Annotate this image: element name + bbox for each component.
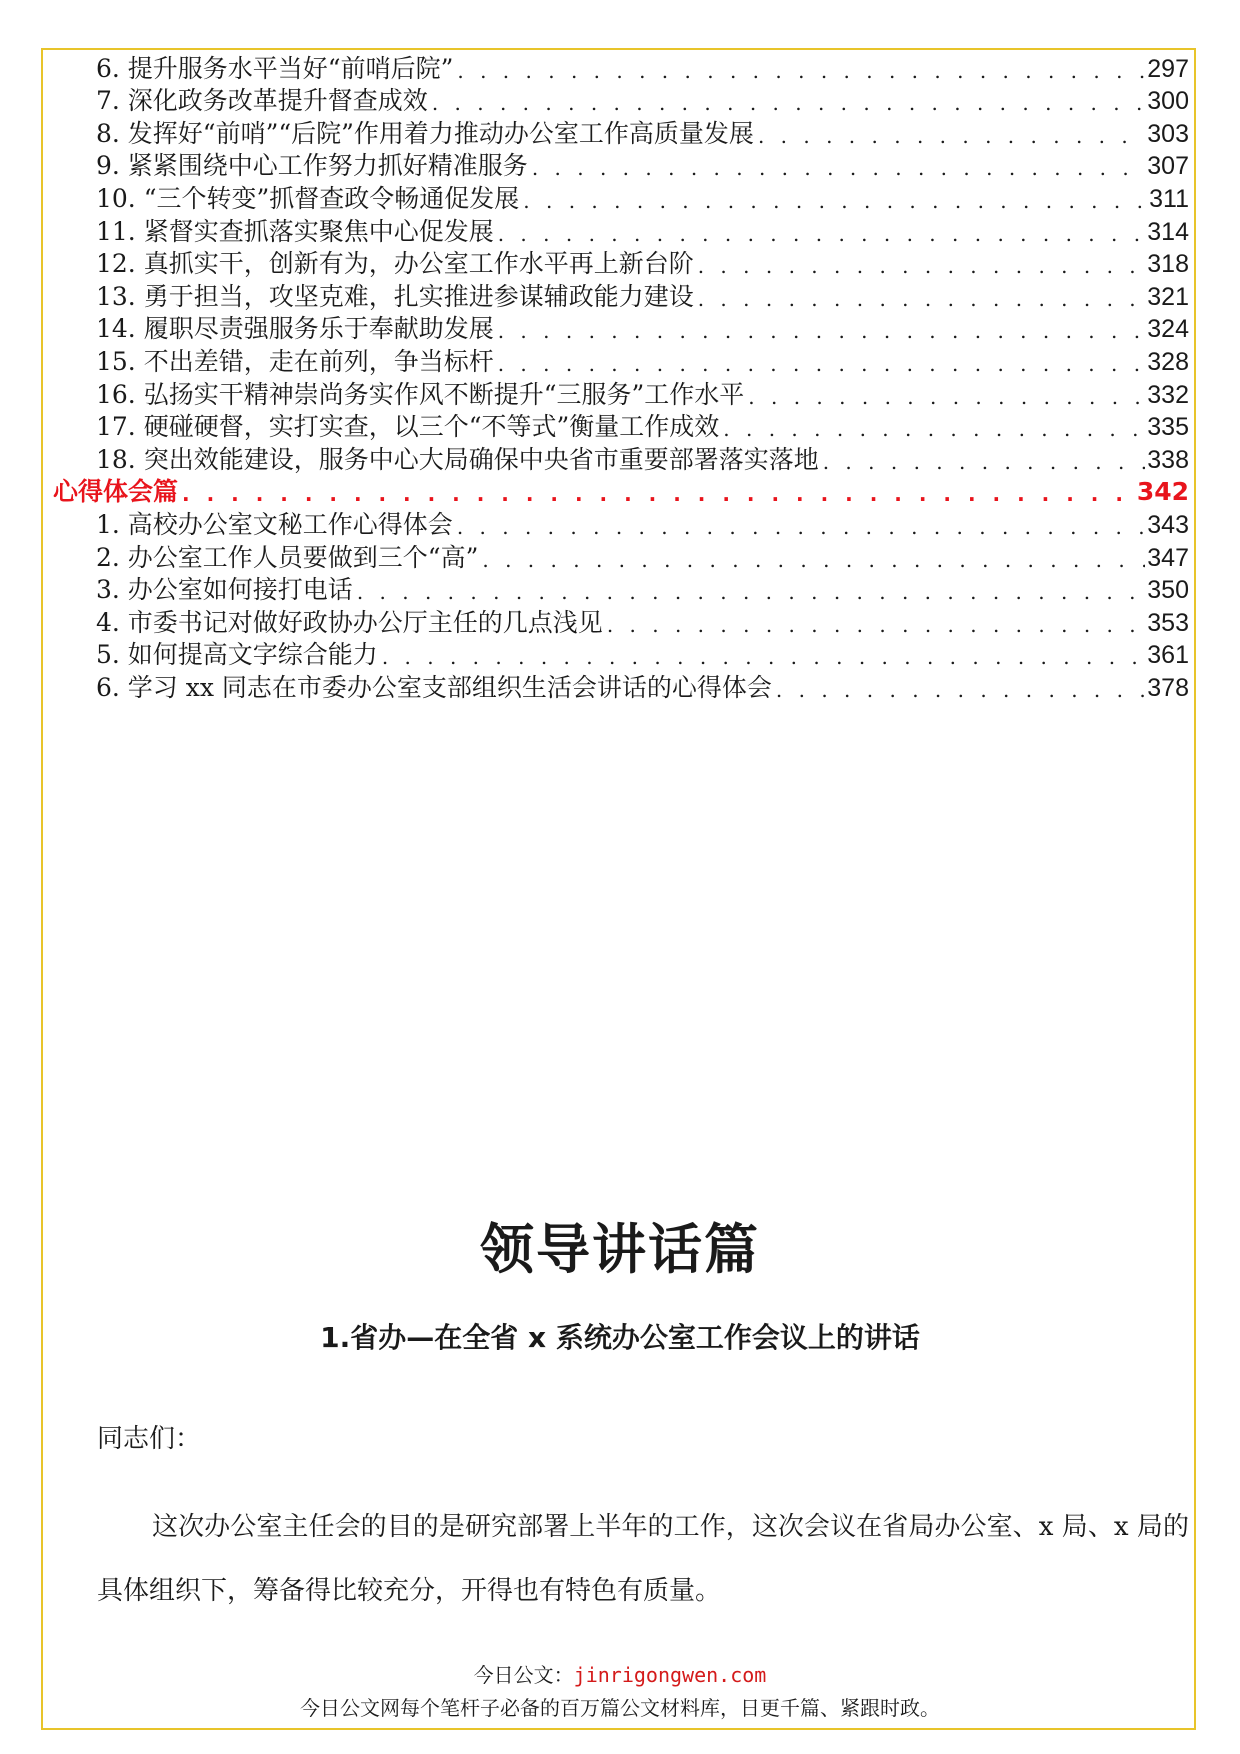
footer-site-url[interactable]: jinrigongwen.com [573,1663,767,1687]
toc-leader-dots [457,57,1145,85]
toc-entry-page: 361 [1147,641,1189,670]
toc-entry-label: 8. 发挥好“前哨”“后院”作用着力推动办公室工作高质量发展 [96,118,754,148]
body-paragraph: 这次办公室主任会的目的是研究部署上半年的工作，这次会议在省局办公室、x 局、x 局的具体组织下，筹备得比较充分，开得也有特色有质量。 [97,1512,1189,1606]
toc-leader-dots [182,480,1135,508]
toc-leader-dots [498,350,1146,378]
toc-entry-page: 347 [1147,543,1189,572]
toc-entry-page: 378 [1147,673,1189,702]
toc-entry[interactable] [53,606,1189,639]
toc-entry-label: 2. 办公室工作人员要做到三个“高” [96,542,479,572]
footer-site-line [0,1659,1240,1688]
toc-leader-dots [823,448,1146,476]
toc-entry-label: 18. 突出效能建设，服务中心大局确保中央省市重要部署落实落地 [96,444,819,474]
toc-entry[interactable] [53,671,1189,704]
greeting-text: 同志们： [97,1424,202,1454]
toc-entry-page: 324 [1147,315,1189,344]
toc-entry-label: 12. 真抓实干，创新有为，办公室工作水平再上新台阶 [96,249,694,279]
toc-leader-dots [776,676,1145,704]
toc-entry-label: 9. 紧紧围绕中心工作努力抓好精准服务 [96,151,528,181]
toc-leader-dots [382,643,1145,671]
toc-entry-page: 353 [1147,608,1189,637]
footer-slogan: 今日公文网每个笔杆子必备的百万篇公文材料库，日更千篇、紧跟时政。 [300,1696,940,1720]
toc-entry[interactable] [53,508,1189,541]
toc-entry-page: 321 [1147,282,1189,311]
toc-entry[interactable] [53,52,1189,85]
toc-entry[interactable] [53,639,1189,672]
toc-section-label: 心得体会篇 [53,477,179,507]
toc-entry[interactable] [53,378,1189,411]
toc-entry-label: 3. 办公室如何接打电话 [96,575,353,605]
toc-entry[interactable] [53,313,1189,346]
toc-entry[interactable] [53,541,1189,574]
toc-entry-label: 15. 不出差错，走在前列，争当标杆 [96,346,494,376]
toc-entry-label: 13. 勇于担当，攻坚克难，扎实推进参谋辅政能力建设 [96,281,694,311]
toc-entry[interactable] [53,248,1189,281]
toc-leader-dots [607,611,1145,639]
toc-section-page: 342 [1136,477,1189,507]
toc-leader-dots [532,154,1145,182]
toc-entry-page: 311 [1149,184,1189,213]
toc-entry[interactable] [53,117,1189,150]
toc-entry-label: 14. 履职尽责强服务乐于奉献助发展 [96,314,494,344]
toc-entry-page: 314 [1147,217,1189,246]
toc-entry-page: 350 [1147,576,1189,605]
toc-entry[interactable] [53,150,1189,183]
toc-entry-label: 1. 高校办公室文秘工作心得体会 [96,509,453,539]
toc-entry[interactable] [53,574,1189,607]
toc-entry-label: 6. 提升服务水平当好“前哨后院” [96,53,454,83]
toc-entry-label: 7. 深化政务改革提升督查成效 [96,86,428,116]
toc-entry-page: 332 [1147,380,1189,409]
chapter-title: 领导讲话篇 [480,1218,760,1281]
toc-entry-label: 16. 弘扬实干精神崇尚务实作风不断提升“三服务”工作水平 [96,379,745,409]
toc-entry[interactable] [53,280,1189,313]
toc-section-heading[interactable] [53,476,1189,509]
toc-leader-dots [432,89,1145,117]
toc-leader-dots [482,546,1145,574]
toc-leader-dots [723,415,1145,443]
toc-entry[interactable] [53,411,1189,444]
toc-entry-page: 335 [1147,413,1189,442]
toc-entry[interactable] [53,215,1189,248]
toc-leader-dots [357,578,1145,606]
toc-entry-page: 328 [1147,347,1189,376]
toc-leader-dots [758,122,1145,150]
footer-site-label: 今日公文： [473,1663,574,1687]
toc-entry-page: 343 [1147,510,1189,539]
toc-entry[interactable] [53,182,1189,215]
toc-leader-dots [498,220,1146,248]
toc-entry-page: 318 [1147,250,1189,279]
toc-entry-label: 4. 市委书记对做好政协办公厅主任的几点浅见 [96,607,603,637]
toc-entry[interactable] [53,85,1189,118]
toc-entry-label: 10. “三个转变”抓督查政令畅通促发展 [96,183,520,213]
toc-leader-dots [457,513,1145,541]
toc-entry-page: 297 [1147,54,1189,83]
toc-leader-dots [698,285,1146,313]
toc-entry-page: 300 [1147,87,1189,116]
toc-entry-page: 338 [1147,445,1189,474]
toc-leader-dots [498,317,1146,345]
toc-entry[interactable] [53,345,1189,378]
toc-entry-label: 5. 如何提高文字综合能力 [96,640,378,670]
toc-entry-label: 17. 硬碰硬督，实打实查，以三个“不等式”衡量工作成效 [96,412,720,442]
toc-leader-dots [698,252,1146,280]
toc-leader-dots [748,383,1145,411]
table-of-contents [53,52,1189,704]
toc-entry-label: 6. 学习 xx 同志在市委办公室支部组织生活会讲话的心得体会 [96,672,772,702]
toc-entry-label: 11. 紧督实查抓落实聚焦中心促发展 [96,216,494,246]
article-title: 1.省办—在全省 x 系统办公室工作会议上的讲话 [320,1321,920,1354]
toc-entry[interactable] [53,443,1189,476]
toc-entry-page: 303 [1147,119,1189,148]
toc-leader-dots [523,187,1147,215]
toc-entry-page: 307 [1147,152,1189,181]
